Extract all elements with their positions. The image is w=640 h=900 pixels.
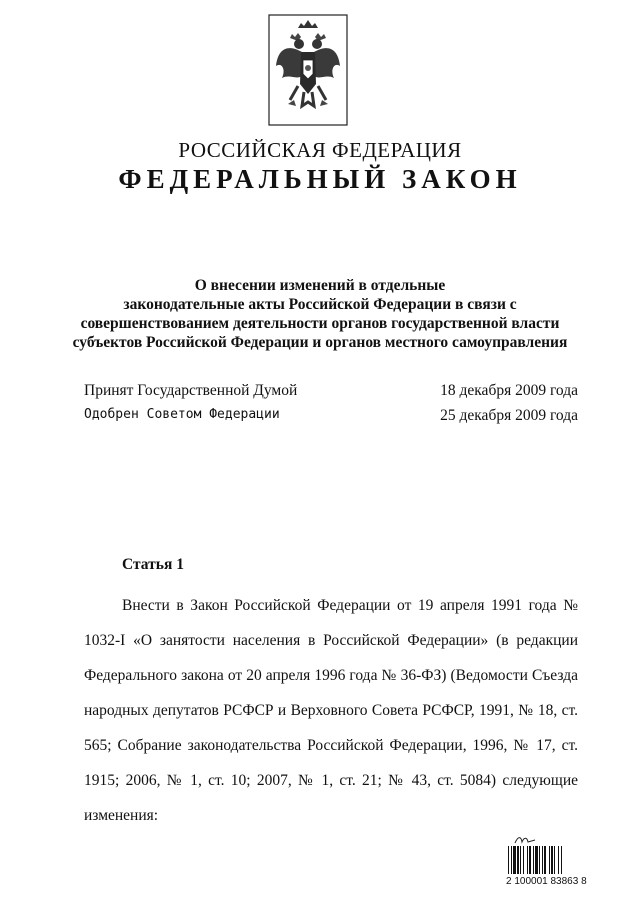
barcode-stripe	[554, 846, 555, 874]
country-name: РОССИЙСКАЯ ФЕДЕРАЦИЯ	[178, 138, 462, 162]
handwritten-mark-icon	[514, 834, 536, 846]
barcode-stripe	[549, 846, 550, 874]
law-title-line: совершенствованием деятельности органов государственной власти	[80, 315, 560, 332]
barcode-stripe	[511, 846, 512, 874]
barcode-stripe	[508, 846, 509, 874]
law-title	[60, 276, 580, 352]
barcode-stripe	[539, 846, 540, 874]
article-paragraph: Внести в Закон Российской Федерации от 19 апреля 1991 года № 1032-I «О занятости населения в Российской Федерации» (в редакции Федерального закона от 20 апреля 1996 года № 36-ФЗ) (Ведомости Съезда народных депутатов РСФСР и Верховного Совета РСФСР, 1991, № 18, ст. 565; Собрание законодательства Российской Федерации, 1996, № 17, ст. 1915; 2006, № 1, ст. 10; 2007, № 1, ст. 21; № 43, ст. 5084) следующие изменения:	[84, 597, 578, 824]
barcode-stripe	[523, 846, 524, 874]
barcode-stripe	[513, 846, 516, 874]
barcode-bars-icon	[508, 846, 584, 874]
council-approval-row	[84, 407, 578, 425]
law-title-line: О внесении изменений в отдельные	[194, 277, 446, 294]
barcode-stripe	[520, 846, 521, 874]
article-heading: Статья 1	[122, 556, 184, 573]
duma-adoption-date: 18 декабря 2009 года	[440, 382, 578, 399]
barcode-stripe	[533, 846, 534, 874]
barcode-stripe	[542, 846, 543, 874]
coat-of-arms-emblem-icon	[268, 14, 348, 126]
barcode-stripe	[535, 846, 538, 874]
council-approval-date: 25 декабря 2009 года	[440, 407, 578, 424]
article-body	[84, 588, 578, 833]
duma-adoption-label: Принят Государственной Думой	[84, 382, 298, 399]
barcode	[508, 834, 598, 890]
council-approval-label: Одобрен Советом Федерации	[84, 407, 280, 422]
duma-adoption-row	[84, 382, 578, 400]
law-type-heading: ФЕДЕРАЛЬНЫЙ ЗАКОН	[118, 164, 522, 194]
barcode-number: 2 100001 83863 8	[506, 876, 587, 887]
barcode-stripe	[561, 846, 562, 874]
barcode-stripe	[527, 846, 528, 874]
barcode-stripe	[529, 846, 531, 874]
law-title-line: законодательные акты Российской Федерации в связи с	[123, 296, 517, 313]
barcode-stripe	[544, 846, 546, 874]
barcode-stripe	[551, 846, 553, 874]
barcode-stripe	[558, 846, 559, 874]
law-title-line: субъектов Российской Федерации и органов местного самоуправления	[72, 334, 568, 351]
barcode-stripe	[517, 846, 519, 874]
